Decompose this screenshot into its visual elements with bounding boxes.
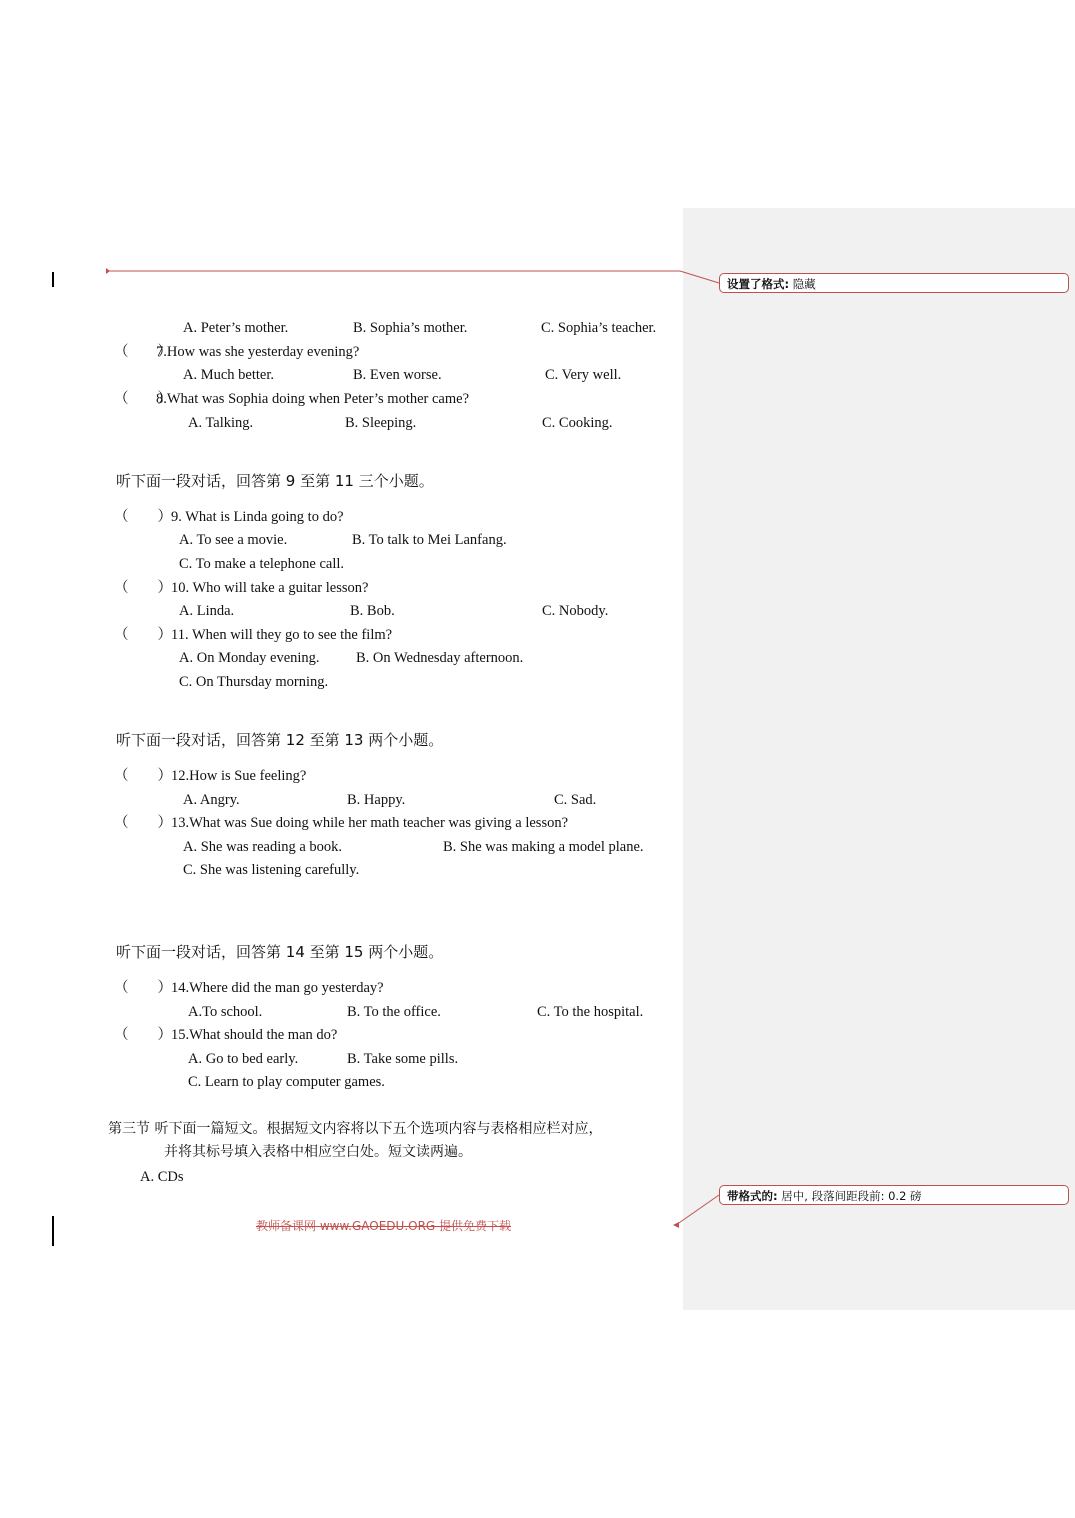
question-text: 13.What was Sue doing while her math teacher was giving a lesson? [171,815,569,831]
option-b: B. Bob. [350,603,395,619]
option-b: B. She was making a model plane. [443,839,644,855]
section-heading: 听下面一段对话，回答第 14 至第 15 两个小题。 [116,943,444,961]
option-a: A. CDs [140,1169,184,1185]
answer-blank[interactable]: （ ） [114,1027,172,1043]
option-c: C. On Thursday morning. [179,674,329,690]
question-text: 9. What is Linda going to do? [171,509,344,525]
option-c: C. Sophia’s teacher. [541,320,657,336]
option-c: C. Learn to play computer games. [188,1074,385,1090]
option-c: C. Cooking. [542,415,613,431]
answer-blank[interactable]: （ ） [114,627,172,643]
answer-blank[interactable]: （ ） [114,509,172,525]
option-b: B. Happy. [347,792,406,808]
option-b: B. Take some pills. [347,1051,459,1067]
comment-balloon-format[interactable] [719,1185,1069,1205]
question-text: 8.What was Sophia doing when Peter’s mother came? [156,391,470,407]
answer-blank[interactable]: （ ） [114,815,172,831]
text-cursor [52,1216,54,1246]
section-heading: 听下面一段对话，回答第 9 至第 11 三个小题。 [116,472,434,490]
option-a: A. To see a movie. [179,532,288,548]
option-a: A. Talking. [188,415,254,431]
option-b: B. To the office. [347,1004,441,1020]
comment-label: 设置了格式: [727,277,790,291]
comment-connector-1 [106,271,719,283]
answer-blank[interactable]: （ ） [114,391,172,407]
comment-text: 居中, 段落间距段前: 0.2 磅 [781,1189,922,1203]
option-b: B. On Wednesday afternoon. [356,650,524,666]
comment-text: 隐藏 [792,277,816,291]
section-3-instruction-cont: 并将其标号填入表格中相应空白处。短文读两遍。 [164,1144,472,1160]
option-c: C. To make a telephone call. [179,556,345,572]
text-cursor [52,272,54,287]
answer-blank[interactable]: （ ） [114,768,172,784]
option-b: B. Sleeping. [345,415,417,431]
option-a: A. On Monday evening. [179,650,320,666]
anchor-marker-2 [673,1222,679,1228]
comment-balloon-hidden[interactable] [719,273,1069,293]
option-a: A. Linda. [179,603,235,619]
option-a: A. Peter’s mother. [183,320,289,336]
comment-label: 带格式的: [727,1189,778,1203]
option-b: B. Even worse. [353,367,442,383]
option-a: A. Go to bed early. [188,1051,299,1067]
option-c: C. Very well. [545,367,622,383]
answer-blank[interactable]: （ ） [114,580,172,596]
question-text: 12.How is Sue feeling? [171,768,307,784]
option-a: A. Angry. [183,792,240,808]
question-text: 10. Who will take a guitar lesson? [171,580,369,596]
option-c: C. Nobody. [542,603,609,619]
deleted-watermark: 教师备课网 www.GAOEDU.ORG 提供免费下载 [256,1219,512,1233]
option-b: B. Sophia’s mother. [353,320,468,336]
option-c: C. She was listening carefully. [183,862,360,878]
anchor-marker-1 [106,268,110,274]
answer-blank[interactable]: （ ） [114,344,172,360]
question-text: 14.Where did the man go yesterday? [171,980,384,996]
option-a: A.To school. [188,1004,263,1020]
question-text: 7.How was she yesterday evening? [156,344,360,360]
question-text: 11. When will they go to see the film? [171,627,393,643]
option-c: C. Sad. [554,792,597,808]
question-text: 15.What should the man do? [171,1027,338,1043]
option-a: A. Much better. [183,367,275,383]
answer-blank[interactable]: （ ） [114,980,172,996]
section-3-instruction: 第三节 听下面一篇短文。根据短文内容将以下五个选项内容与表格相应栏对应， [108,1121,603,1137]
option-b: B. To talk to Mei Lanfang. [352,532,507,548]
option-a: A. She was reading a book. [183,839,343,855]
comment-connector-2 [676,1195,719,1225]
option-c: C. To the hospital. [537,1004,644,1020]
section-heading: 听下面一段对话，回答第 12 至第 13 两个小题。 [116,731,444,749]
